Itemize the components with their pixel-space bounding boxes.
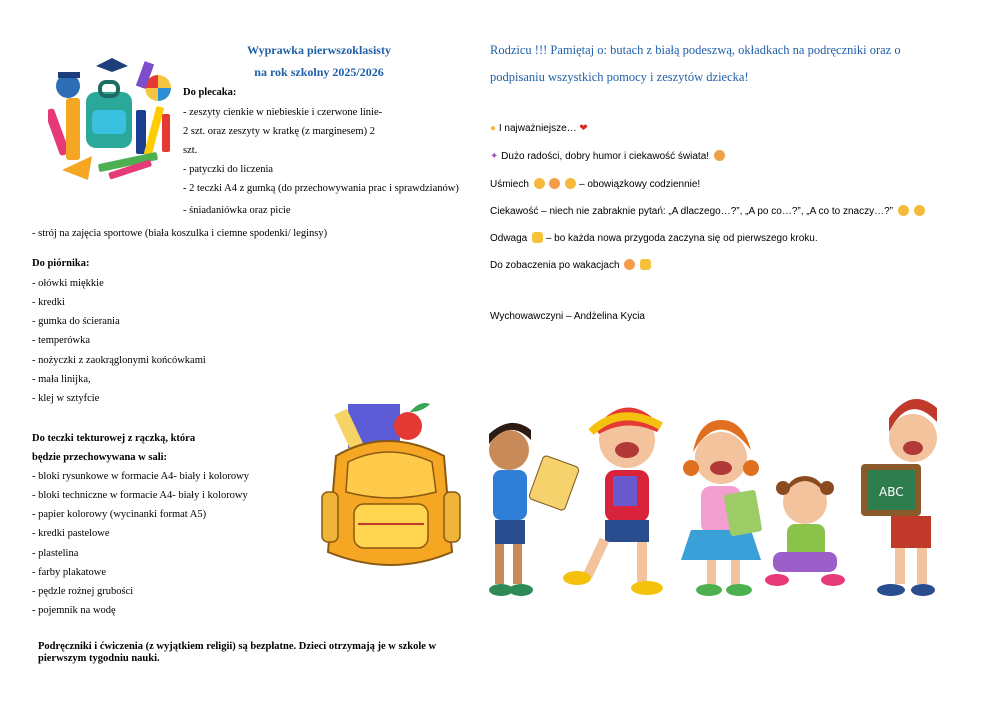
smile-icon [565,178,576,189]
line-bye: Do zobaczenia po wakacjach [490,259,651,272]
pencilcase-item: - mała linijka, [32,374,91,385]
folder-item: - pojemnik na wodę [32,605,116,616]
children-illustration [487,392,937,604]
backpack-item: - 2 teczki A4 z gumką (do przechowywania prac i sprawdzianów) [183,183,459,194]
backpack-heading: Do plecaka: [183,87,237,98]
party-face-icon [714,150,725,161]
reminder-line-2: podpisaniu wszystkich pomocy i zeszytów dziecka! [490,70,749,84]
line-smile: Uśmiech – obowiązkowy codziennie! [490,179,701,190]
smile-icon [914,205,925,216]
folder-item: - farby plakatowe [32,567,107,578]
smile-icon [624,259,635,270]
school-supplies-icon [48,58,176,183]
folder-item: - pędzle rożnej grubości [32,586,134,597]
signature: Wychowawczyni – Andżelina Kycia [490,311,645,322]
folder-item: - kredki pastelowe [32,528,110,539]
muscle-icon [532,232,543,243]
pencilcase-item: - nożyczki z zaokrąglonymi końcówkami [32,355,206,366]
smile-icon [534,178,545,189]
bulb-icon: ● [490,123,497,134]
pencilcase-item: - gumka do ścierania [32,316,120,327]
title-line-2: na rok szkolny 2025/2026 [254,65,384,79]
pencilcase-item: - kredki [32,297,65,308]
footer-note-line-1: Podręczniki i ćwiczenia (z wyjątkiem religii) są bezpłatne. Dzieci otrzymają je w szkole w [38,641,437,652]
heart-icon: ❤ [579,123,588,134]
smile-icon [549,178,560,189]
line-joy: ✦ Dużo radości, dobry humor i ciekawość świata! [490,150,725,163]
folder-heading-cont: będzie przechowywana w sali: [32,452,168,463]
chalkboard-text: ABC [879,485,904,499]
pencilcase-item: - ołówki miękkie [32,278,104,289]
thinking-icon [898,205,909,216]
backpack-item: - patyczki do liczenia [183,164,274,175]
backpack-item: 2 szt. oraz zeszyty w kratkę (z marginesem) 2 [183,126,375,137]
pencilcase-item: - temperówka [32,335,91,346]
pencilcase-heading: Do piórnika: [32,258,90,269]
folder-item: - plastelina [32,548,79,559]
folder-item: - papier kolorowy (wycinanki format A5) [32,509,207,520]
reminder-line-1: Rodzicu !!! Pamiętaj o: butach z białą podeszwą, okładkach na podręczniki oraz o [490,43,901,57]
folder-item: - bloki techniczne w formacie A4- biały i kolorowy [32,490,248,501]
line-curiosity: Ciekawość – niech nie zabraknie pytań: „A dlaczego…?”, „A po co…?”, „A co to znaczy…?” [490,205,925,218]
footer-note-line-2: pierwszym tygodniu nauki. [38,653,160,664]
wave-icon [640,259,651,270]
backpack-item: szt. [183,145,198,156]
party-icon: ✦ [490,151,499,162]
folder-heading: Do teczki tekturowej z rączką, która [32,433,196,444]
backpack-item: - śniadaniówka oraz picie [183,205,291,216]
line-courage: Odwaga – bo każda nowa przygoda zaczyna się od pierwszego kroku. [490,233,818,244]
sport-clothes-item: - strój na zajęcia sportowe (biała koszulka i ciemne spodenki/ leginsy) [32,228,328,239]
backpack-icon [318,396,464,580]
line-important: ● I najważniejsze… ❤ [490,123,588,134]
pencilcase-item: - klej w sztyfcie [32,393,100,404]
title-line-1: Wyprawka pierwszoklasisty [247,43,391,57]
folder-item: - bloki rysunkowe w formacie A4- biały i kolorowy [32,471,249,482]
backpack-item: - zeszyty cienkie w niebieskie i czerwone linie- [183,107,383,118]
